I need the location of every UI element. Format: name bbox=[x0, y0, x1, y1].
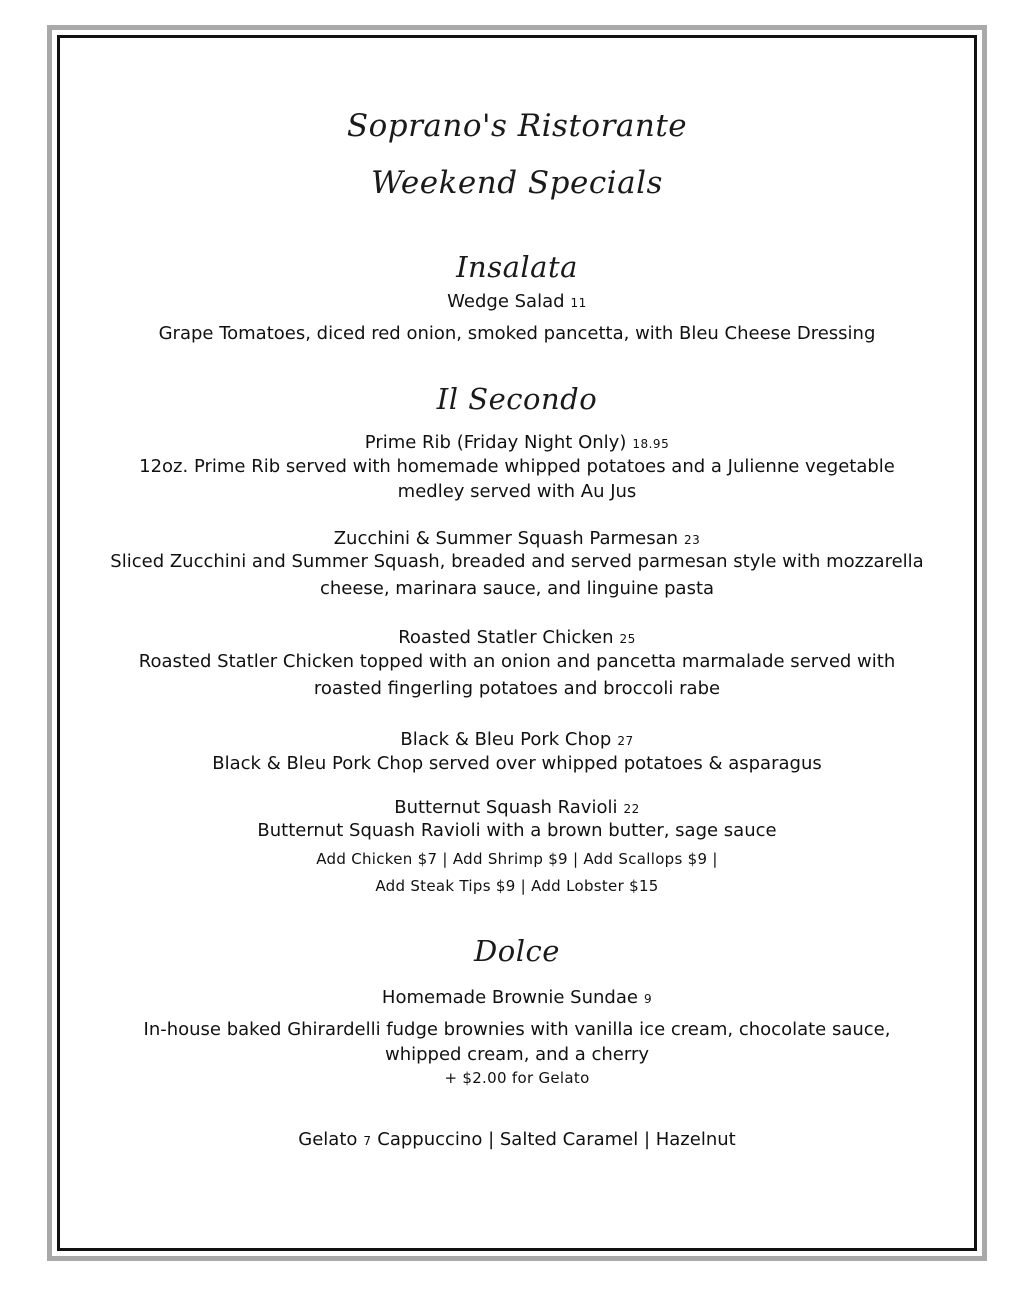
menu-item-title bbox=[0, 528, 1034, 549]
item-description: Butternut Squash Ravioli with a brown butter, sage sauce bbox=[257, 820, 777, 841]
menu-item-title bbox=[0, 729, 1034, 750]
item-description: Grape Tomatoes, diced red onion, smoked pancetta, with Bleu Cheese Dressing bbox=[158, 323, 876, 344]
item-price: 27 bbox=[617, 734, 634, 748]
item-description: 12oz. Prime Rib served with homemade whipped potatoes and a Julienne vegetable bbox=[139, 456, 895, 477]
item-price: 9 bbox=[643, 992, 653, 1006]
item-name: Roasted Statler Chicken bbox=[398, 627, 614, 648]
add-on-options: Add Chicken $7 | Add Shrimp $9 | Add Scallops $9 | bbox=[316, 850, 718, 868]
add-on-options: Add Steak Tips $9 | Add Lobster $15 bbox=[375, 877, 659, 895]
item-price: 22 bbox=[623, 802, 640, 816]
menu-item-title bbox=[0, 797, 1034, 818]
item-price: 7 bbox=[363, 1134, 372, 1148]
item-name: Gelato bbox=[298, 1129, 358, 1150]
item-description: Black & Bleu Pork Chop served over whipped potatoes & asparagus bbox=[212, 753, 822, 774]
item-description: Roasted Statler Chicken topped with an onion and pancetta marmalade served with bbox=[138, 651, 896, 672]
item-price: 25 bbox=[619, 632, 636, 646]
item-description: medley served with Au Jus bbox=[397, 481, 637, 502]
menu-item-title bbox=[0, 291, 1034, 312]
item-name: Homemade Brownie Sundae bbox=[381, 987, 638, 1008]
section-heading-secondo: Il Secondo bbox=[436, 382, 598, 416]
item-name: Prime Rib (Friday Night Only) bbox=[364, 432, 627, 453]
menu-item-title bbox=[0, 432, 1034, 453]
item-name: Wedge Salad bbox=[447, 291, 565, 312]
item-price: 18.95 bbox=[632, 437, 670, 451]
restaurant-name: Soprano's Ristorante bbox=[346, 108, 688, 144]
section-heading-dolce: Dolce bbox=[474, 934, 560, 968]
item-name: Black & Bleu Pork Chop bbox=[400, 729, 612, 750]
section-heading-insalata: Insalata bbox=[456, 250, 578, 284]
gelato-flavors: Cappuccino | Salted Caramel | Hazelnut bbox=[377, 1129, 736, 1150]
item-description: whipped cream, and a cherry bbox=[384, 1044, 650, 1065]
item-price: 23 bbox=[684, 533, 701, 547]
menu-item-title bbox=[0, 627, 1034, 648]
item-name: Butternut Squash Ravioli bbox=[394, 797, 618, 818]
item-description: roasted fingerling potatoes and broccoli rabe bbox=[313, 678, 721, 699]
menu-item-title bbox=[0, 987, 1034, 1008]
add-on-gelato: + $2.00 for Gelato bbox=[444, 1069, 590, 1087]
item-price: 11 bbox=[570, 296, 587, 310]
item-description: cheese, marinara sauce, and linguine pasta bbox=[319, 578, 715, 599]
menu-item-title bbox=[0, 1129, 1034, 1150]
item-name: Zucchini & Summer Squash Parmesan bbox=[333, 528, 679, 549]
item-description: In-house baked Ghirardelli fudge brownies with vanilla ice cream, chocolate sauce, bbox=[143, 1019, 891, 1040]
item-description: Sliced Zucchini and Summer Squash, breaded and served parmesan style with mozzarella bbox=[110, 551, 924, 572]
menu-subtitle: Weekend Specials bbox=[371, 165, 663, 201]
